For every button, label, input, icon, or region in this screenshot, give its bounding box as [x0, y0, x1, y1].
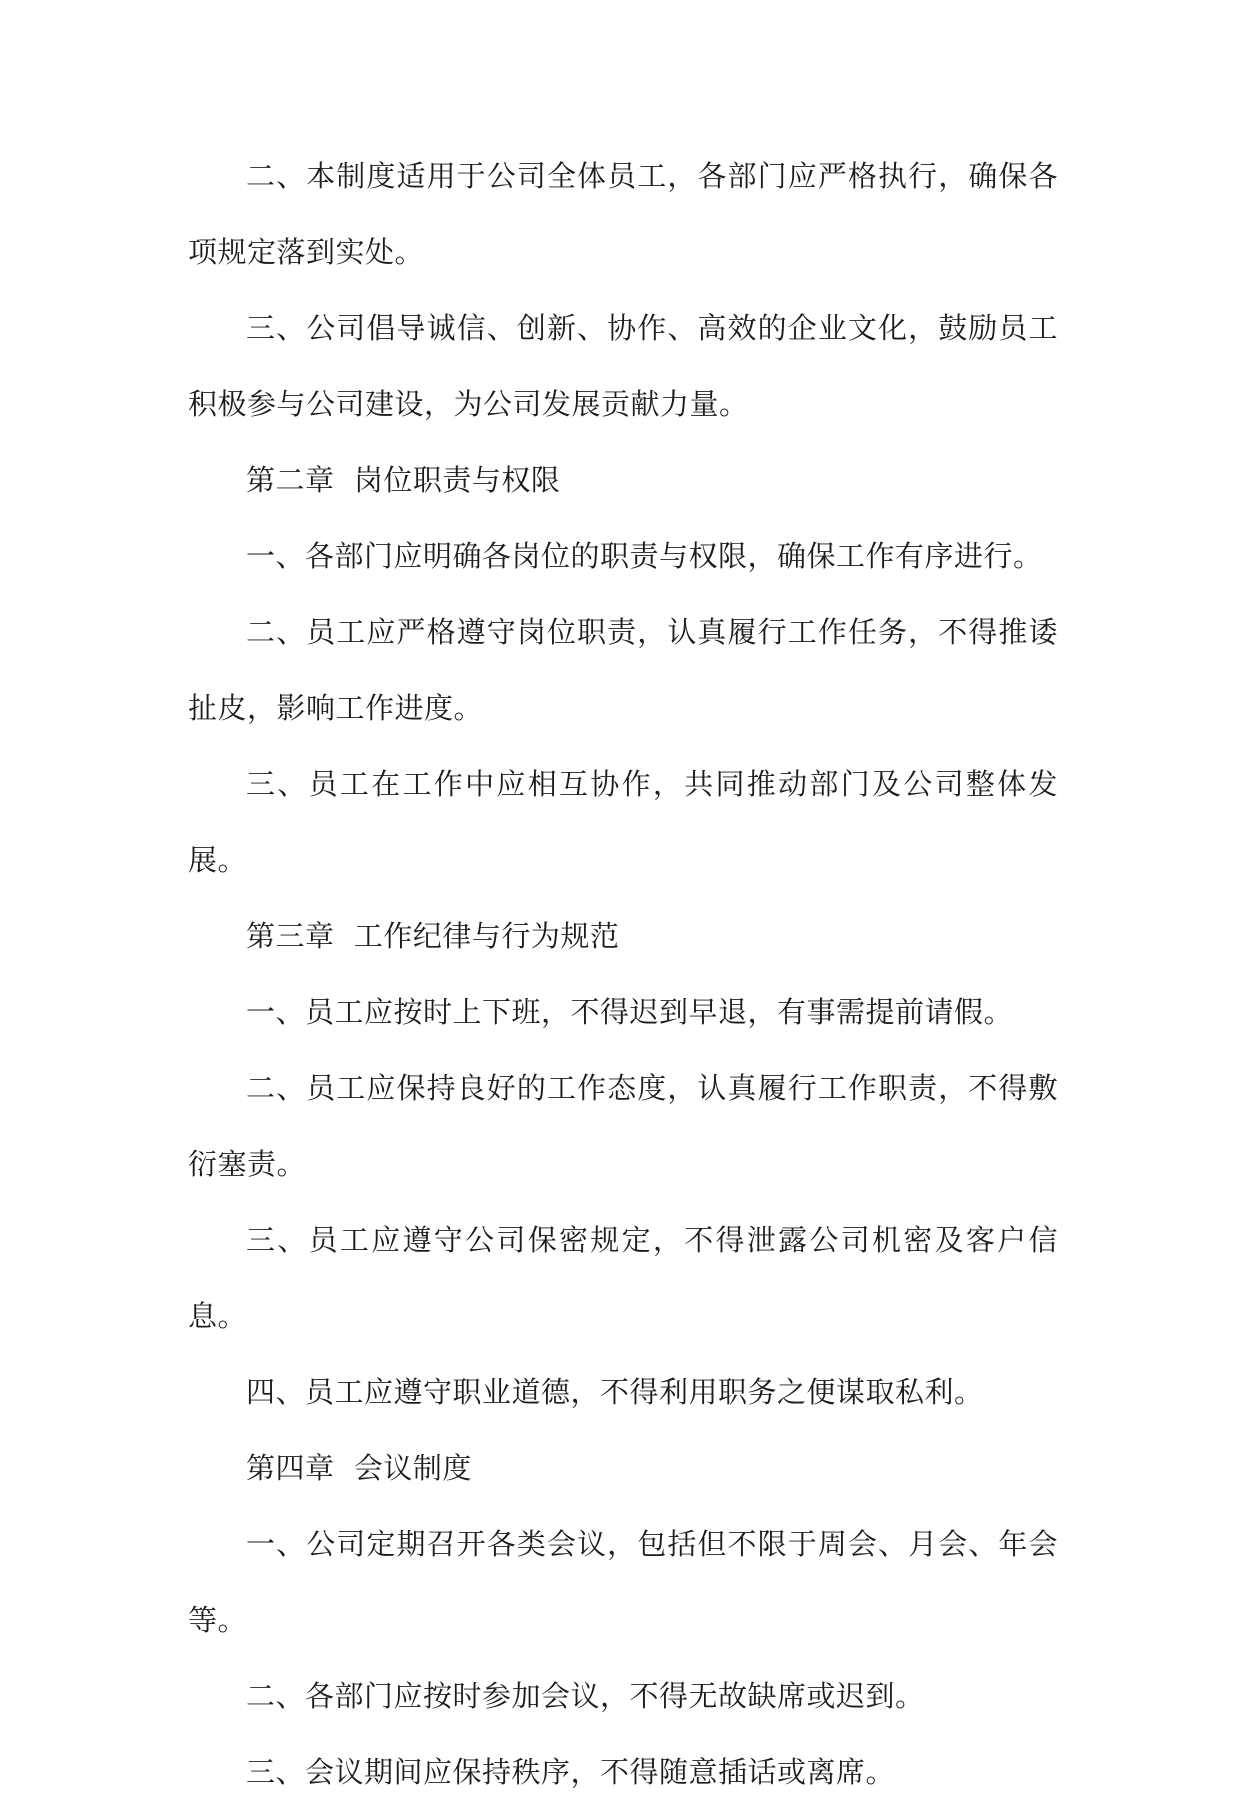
- paragraph: 一、公司定期召开各类会议，包括但不限于周会、月会、年会等。: [188, 1527, 1058, 1637]
- paragraph: 三、员工应遵守公司保密规定，不得泄露公司机密及客户信息。: [188, 1223, 1058, 1333]
- paragraph: 二、各部门应按时参加会议，不得无故缺席或迟到。: [246, 1679, 925, 1713]
- chapter-heading: 第四章 会议制度: [246, 1451, 472, 1485]
- paragraph: 三、员工在工作中应相互协作，共同推动部门及公司整体发展。: [188, 767, 1058, 877]
- paragraph: 三、公司倡导诚信、创新、协作、高效的企业文化，鼓励员工积极参与公司建设，为公司发展贡献力量。: [188, 311, 1058, 421]
- paragraph: 一、各部门应明确各岗位的职责与权限，确保工作有序进行。: [246, 539, 1043, 573]
- paragraph: 三、会议期间应保持秩序，不得随意插话或离席。: [246, 1755, 896, 1789]
- chapter-heading: 第三章 工作纪律与行为规范: [246, 919, 620, 953]
- paragraph: 二、员工应保持良好的工作态度，认真履行工作职责，不得敷衍塞责。: [188, 1071, 1058, 1181]
- paragraph: 一、员工应按时上下班，不得迟到早退，有事需提前请假。: [246, 995, 1014, 1029]
- chapter-heading: 第二章 岗位职责与权限: [246, 463, 561, 497]
- document-body: [188, 138, 1058, 1810]
- paragraph: 二、本制度适用于公司全体员工，各部门应严格执行，确保各项规定落到实处。: [188, 159, 1058, 269]
- paragraph: 二、员工应严格遵守岗位职责，认真履行工作任务，不得推诿扯皮，影响工作进度。: [188, 615, 1058, 725]
- paragraph: 四、员工应遵守职业道德，不得利用职务之便谋取私利。: [246, 1375, 984, 1409]
